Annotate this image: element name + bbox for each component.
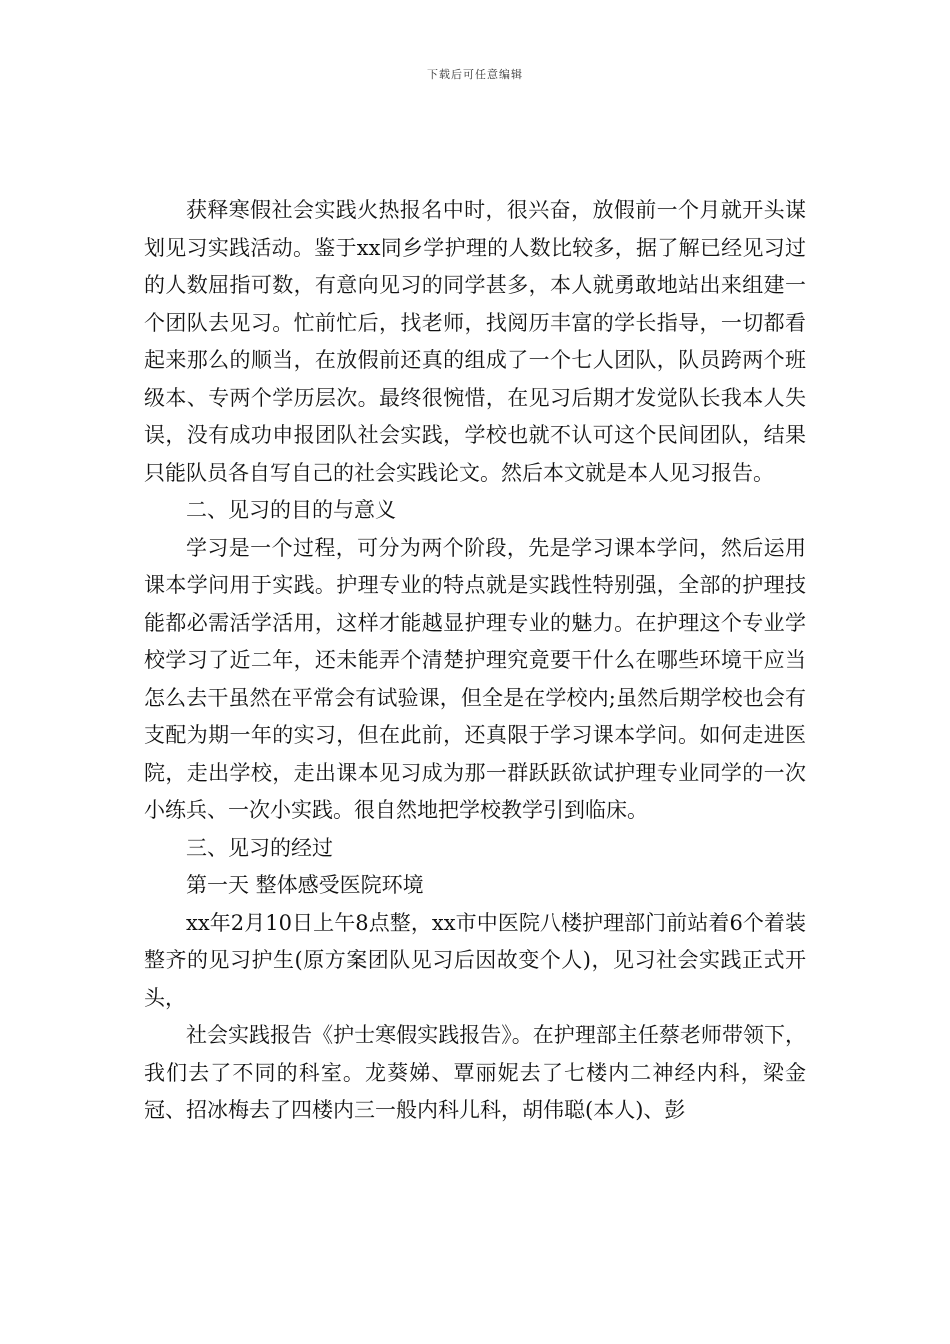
document-body [144,192,806,1130]
subheading-day-one: 第一天 整体感受医院环境 [186,873,424,897]
heading-process: 三、见习的经过 [186,835,333,860]
paragraph-purpose: 学习是一个过程，可分为两个阶段，先是学习课本学问，然后运用课本学问用于实践。护理专业的特点就是实践性特别强，全部的护理技能都必需活学活用，这样才能越显护理专业的魅力。在护理这个专业学校学习了近二年，还未能弄个清楚护理究竟要干什么在哪些环境干应当怎么去干虽然在平常会有试验课，但全是在学校内;虽然后期学校也会有支配为期一年的实习，但在此前，还真限于学习课本学问。如何走进医院，走出学校，走出课本见习成为那一群跃跃欲试护理专业同学的一次小练兵、一次小实践。很自然地把学校教学引到临床。 [144,535,806,822]
page-header-note: 下载后可任意编辑 [427,68,523,81]
heading-purpose: 二、见习的目的与意义 [186,498,396,522]
paragraph-day-one-departments: 社会实践报告《护士寒假实践报告》。在护理部主任蔡老师带领下，我们去了不同的科室。龙葵娣、覃丽妮去了七楼内二神经内科，梁金冠、招冰梅去了四楼内三一般内科儿科，胡伟聪(本人)、彭 [144,1023,806,1122]
paragraph-day-one-start: xx年2月10日上午8点整，xx市中医院八楼护理部门前站着6个着装整齐的见习护生(原方案团队见习后因故变个人)，见习社会实践正式开头， [144,910,806,1010]
paragraph-intro: 获释寒假社会实践火热报名中时，很兴奋，放假前一个月就开头谋划见习实践活动。鉴于xx同乡学护理的人数比较多，据了解已经见习过的人数屈指可数，有意向见习的同学甚多，本人就勇敢地站出来组建一个团队去见习。忙前忙后，找老师，找阅历丰富的学长指导，一切都看起来那么的顺当，在放假前还真的组成了一个七人团队，队员跨两个班级本、专两个学历层次。最终很惋惜，在见习后期才发觉队长我本人失误，没有成功申报团队社会实践，学校也就不认可这个民间团队，结果只能队员各自写自己的社会实践论文。然后本文就是本人见习报告。 [144,198,806,485]
